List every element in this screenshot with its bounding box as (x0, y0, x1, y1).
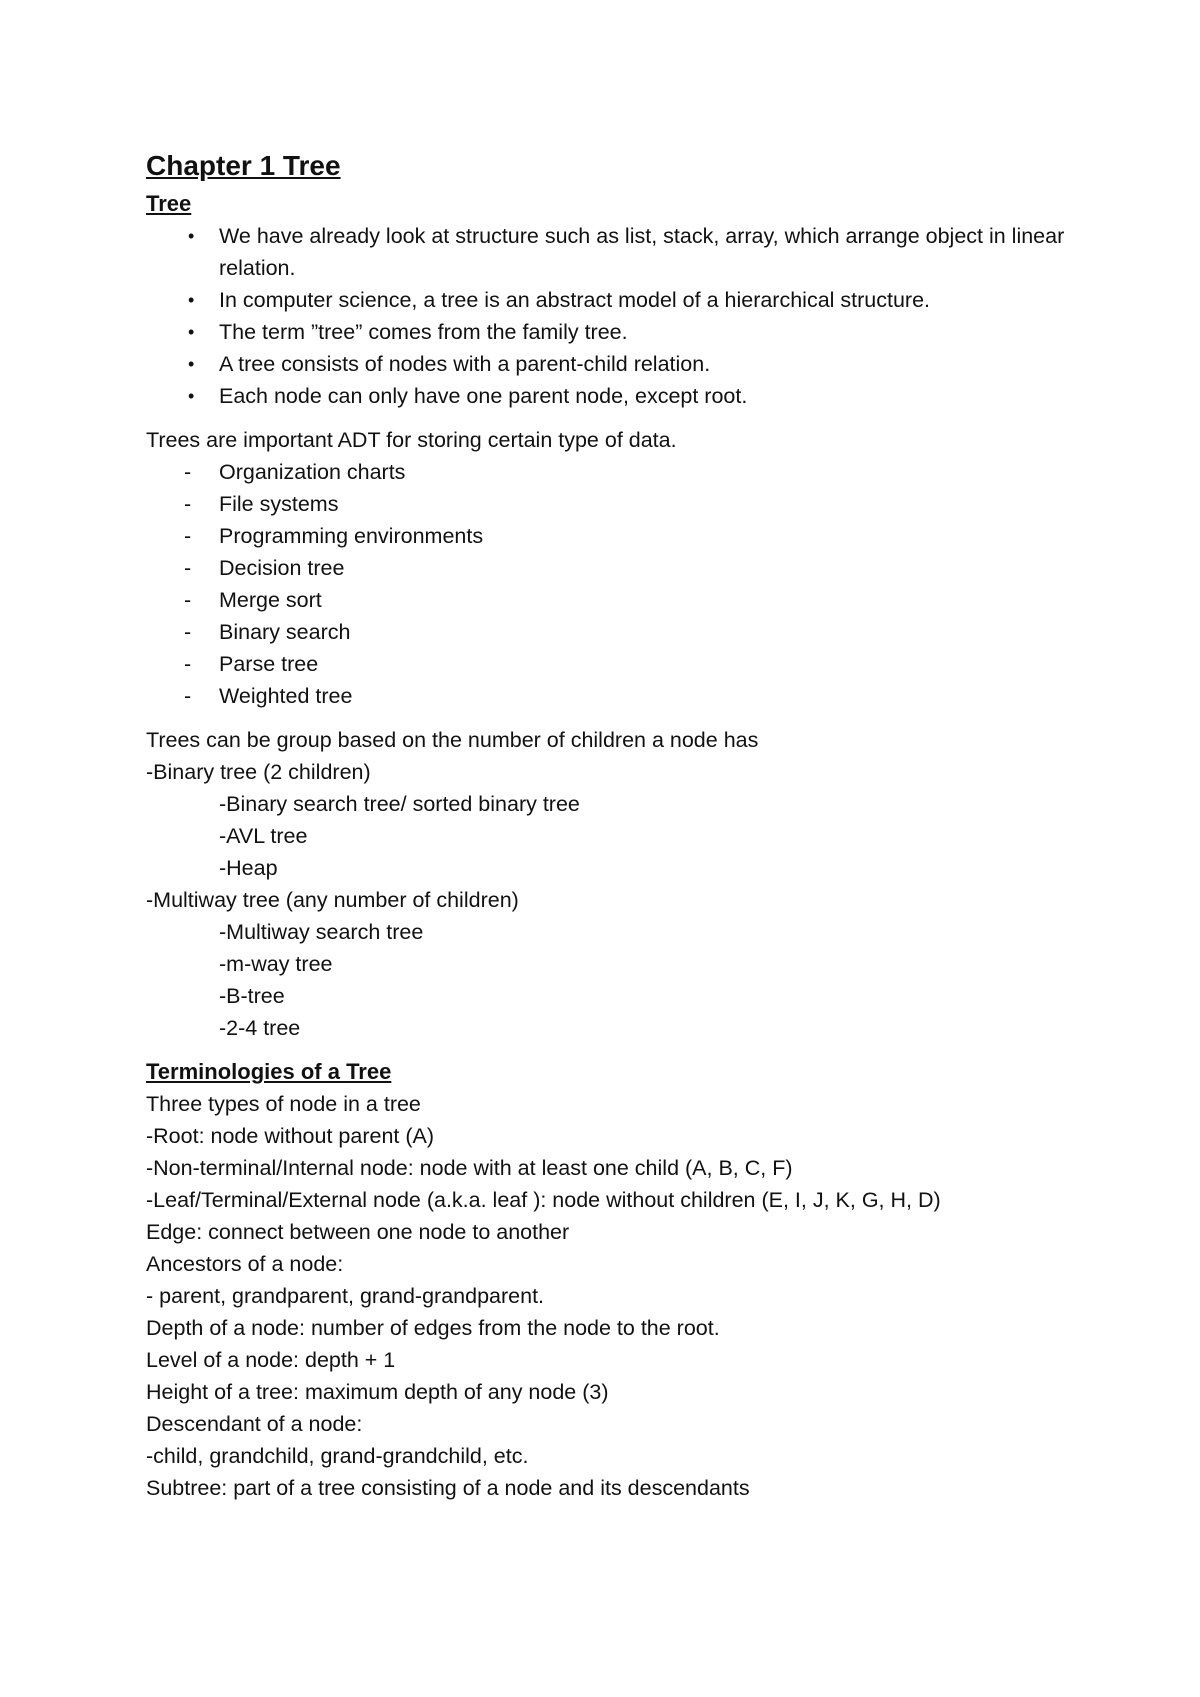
multiway-type-item: -m-way tree (219, 952, 333, 976)
bullet-icon: • (188, 322, 195, 342)
adt-intro: Trees are important ADT for storing certain type of data. (146, 428, 677, 452)
bullet-item (146, 348, 1066, 380)
dash-marker: - (184, 588, 192, 612)
bullet-icon: • (188, 290, 195, 310)
list-item (146, 648, 1066, 680)
dash-marker: - (184, 684, 192, 708)
multiway-type-item: -B-tree (219, 984, 285, 1008)
terminology-line: -child, grandchild, grand-grandchild, etc. (146, 1444, 529, 1468)
list-item-text: Weighted tree (219, 684, 353, 708)
bullet-text: We have already look at structure such as list, stack, array, which arrange object in linear relation. (219, 224, 1065, 280)
dash-marker: - (184, 556, 192, 580)
binary-type-item: -Binary search tree/ sorted binary tree (219, 792, 580, 816)
list-item (146, 488, 1066, 520)
bullet-icon: • (188, 226, 195, 246)
list-item-text: Organization charts (219, 460, 406, 484)
terminology-line: Height of a tree: maximum depth of any node (3) (146, 1380, 609, 1404)
bullet-icon: • (188, 354, 195, 374)
list-item (146, 680, 1066, 712)
terminology-line: Three types of node in a tree (146, 1092, 421, 1116)
terminology-line: Level of a node: depth + 1 (146, 1348, 396, 1372)
dash-marker: - (184, 652, 192, 676)
multiway-tree-heading: -Multiway tree (any number of children) (146, 888, 519, 912)
chapter-title: Chapter 1 Tree (146, 150, 341, 181)
binary-type-item: -Heap (219, 856, 278, 880)
list-item-text: Binary search (219, 620, 351, 644)
binary-type-item: -AVL tree (219, 824, 308, 848)
bullet-item (146, 220, 1066, 284)
dash-marker: - (184, 492, 192, 516)
bullet-item (146, 316, 1066, 348)
terminology-line: Descendant of a node: (146, 1412, 363, 1436)
bullet-text: The term ”tree” comes from the family tree. (219, 320, 628, 344)
section-gap (146, 1044, 1066, 1056)
bullet-item (146, 284, 1066, 316)
terminology-line: Edge: connect between one node to another (146, 1220, 570, 1244)
terminology-line: -Root: node without parent (A) (146, 1124, 435, 1148)
list-item (146, 584, 1066, 616)
list-item-text: Decision tree (219, 556, 345, 580)
list-item-text: Merge sort (219, 588, 322, 612)
list-item-text: File systems (219, 492, 339, 516)
list-item (146, 520, 1066, 552)
bullet-text: In computer science, a tree is an abstract model of a hierarchical structure. (219, 288, 931, 312)
bullet-text: Each node can only have one parent node, except root. (219, 384, 748, 408)
binary-tree-heading: -Binary tree (2 children) (146, 760, 371, 784)
list-item-text: Parse tree (219, 652, 319, 676)
multiway-type-item: -2-4 tree (219, 1016, 301, 1040)
section-heading-tree: Tree (146, 191, 192, 216)
list-item (146, 616, 1066, 648)
terminology-line: - parent, grandparent, grand-grandparent. (146, 1284, 545, 1308)
document-page (146, 140, 1066, 1504)
bullet-item (146, 380, 1066, 412)
section-heading-terminology: Terminologies of a Tree (146, 1059, 392, 1084)
terminology-line: Depth of a node: number of edges from the node to the root. (146, 1316, 720, 1340)
list-item (146, 552, 1066, 584)
bullet-icon: • (188, 386, 195, 406)
group-intro: Trees can be group based on the number of children a node has (146, 728, 759, 752)
terminology-line: -Leaf/Terminal/External node (a.k.a. leaf ): node without children (E, I, J, K, G, H, D) (146, 1188, 941, 1212)
list-item-text: Programming environments (219, 524, 484, 548)
terminology-line: Subtree: part of a tree consisting of a node and its descendants (146, 1476, 750, 1500)
list-item (146, 456, 1066, 488)
dash-marker: - (184, 620, 192, 644)
multiway-type-item: -Multiway search tree (219, 920, 424, 944)
bullet-text: A tree consists of nodes with a parent-child relation. (219, 352, 711, 376)
terminology-line: -Non-terminal/Internal node: node with at least one child (A, B, C, F) (146, 1156, 793, 1180)
dash-marker: - (184, 460, 192, 484)
tree-bullet-list (146, 220, 1066, 412)
adt-uses-list (146, 456, 1066, 712)
terminology-line: Ancestors of a node: (146, 1252, 344, 1276)
dash-marker: - (184, 524, 192, 548)
